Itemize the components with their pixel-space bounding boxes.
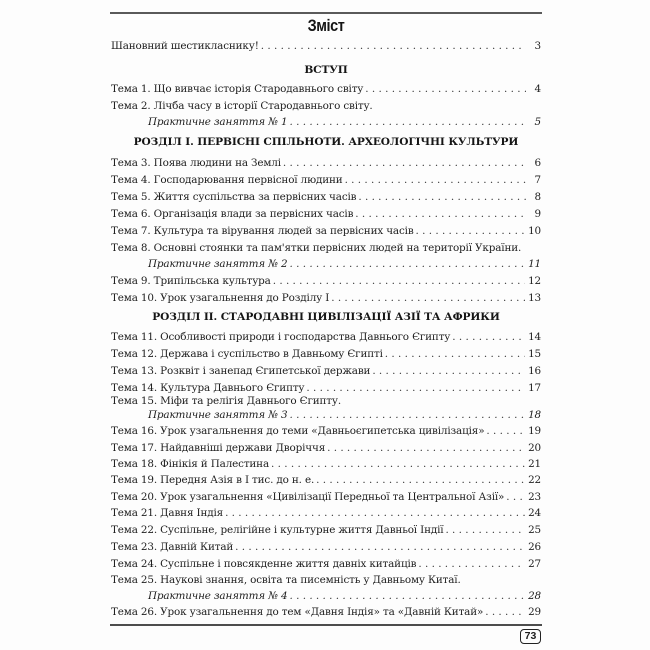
dot-leader — [331, 292, 525, 304]
dot-leader — [372, 365, 525, 377]
entry-label: Практичне заняття № 4 — [148, 590, 288, 602]
toc-entry[interactable] — [111, 491, 541, 506]
entry-label: Тема 25. Наукові знання, освіта та писемність у Давньому Китаї. — [111, 574, 461, 586]
entry-page-number: 23 — [528, 491, 541, 503]
toc-entry-practical[interactable] — [148, 116, 541, 131]
entry-page-number: 14 — [528, 331, 541, 343]
entry-label: Тема 9. Трипільська культура — [111, 275, 271, 287]
dot-leader — [306, 382, 525, 394]
bottom-rule — [110, 624, 542, 626]
entry-label: Тема 10. Урок узагальнення до Розділу І — [111, 292, 330, 304]
toc-entry[interactable] — [111, 208, 541, 223]
toc-entry[interactable] — [111, 348, 541, 363]
entry-label: Тема 17. Найдавніші держави Дворіччя — [111, 442, 326, 454]
entry-label: Тема 7. Культура та вірування людей за первісних часів — [111, 225, 414, 237]
entry-label: Тема 4. Господарювання первісної людини — [111, 174, 343, 186]
entry-page-number: 27 — [528, 558, 541, 570]
toc-entry[interactable] — [111, 242, 541, 257]
toc-entry[interactable] — [111, 100, 541, 115]
dot-leader — [261, 40, 526, 52]
entry-page-number: 26 — [528, 541, 541, 553]
entry-page-number: 5 — [534, 116, 541, 128]
entry-page-number: 18 — [528, 409, 541, 421]
toc-entry-intro[interactable] — [111, 40, 541, 55]
entry-label: Тема 20. Урок узагальнення «Цивілізації Передньої та Центральної Азії» — [111, 491, 505, 503]
entry-page-number: 12 — [528, 275, 541, 287]
dot-leader — [283, 157, 526, 169]
entry-page-number: 6 — [534, 157, 541, 169]
dot-leader — [452, 331, 525, 343]
dot-leader — [225, 507, 525, 519]
dot-leader — [327, 442, 525, 454]
toc-entry-practical[interactable] — [148, 590, 541, 605]
toc-entry[interactable] — [111, 606, 541, 621]
dot-leader — [290, 116, 527, 128]
entry-page-number: 10 — [528, 225, 541, 237]
entry-page-number: 8 — [534, 191, 541, 203]
dot-leader — [235, 541, 525, 553]
dot-leader — [316, 474, 525, 486]
entry-label: Тема 19. Передня Азія в І тис. до н. е. — [111, 474, 315, 486]
toc-entry-practical[interactable] — [148, 409, 541, 424]
entry-label: Тема 6. Організація влади за первісних часів — [111, 208, 354, 220]
entry-label: Практичне заняття № 2 — [148, 258, 288, 270]
entry-label: Тема 11. Особливості природи і господарства Давнього Єгипту — [111, 331, 451, 343]
toc-entry[interactable] — [111, 458, 541, 473]
dot-leader — [416, 225, 526, 237]
dot-leader — [365, 83, 526, 95]
entry-page-number: 20 — [528, 442, 541, 454]
entry-label: Тема 26. Урок узагальнення до тем «Давня Індія» та «Давній Китай» — [111, 606, 484, 618]
toc-entry[interactable] — [111, 83, 541, 98]
dot-leader — [271, 458, 525, 470]
dot-leader — [290, 409, 526, 421]
dot-leader — [445, 524, 525, 536]
entry-label: Тема 23. Давній Китай — [111, 541, 234, 553]
entry-label: Тема 12. Держава і суспільство в Давньому Єгипті — [111, 348, 383, 360]
toc-entry[interactable] — [111, 474, 541, 489]
toc-entry[interactable] — [111, 558, 541, 573]
toc-entry[interactable] — [111, 507, 541, 522]
dot-leader — [358, 191, 526, 203]
section-heading-part-1: РОЗДІЛ І. ПЕРВІСНІ СПІЛЬНОТИ. АРХЕОЛОГІЧНІ КУЛЬТУРИ — [133, 136, 519, 148]
dot-leader — [485, 606, 525, 618]
entry-page-number: 16 — [528, 365, 541, 377]
dot-leader — [345, 174, 526, 186]
entry-page-number: 28 — [528, 590, 541, 602]
entry-page-number: 9 — [534, 208, 541, 220]
entry-page-number: 19 — [528, 425, 541, 437]
page-title: Зміст — [307, 16, 345, 35]
entry-label: Тема 2. Лічба часу в історії Стародавнього світу. — [111, 100, 373, 112]
entry-label: Практичне заняття № 1 — [148, 116, 288, 128]
entry-page-number: 24 — [528, 507, 541, 519]
entry-label: Тема 15. Міфи та релігія Давнього Єгипту. — [111, 395, 341, 407]
toc-entry[interactable] — [111, 191, 541, 206]
toc-entry[interactable] — [111, 157, 541, 172]
entry-label: Тема 16. Урок узагальнення до теми «Давньоєгипетська цивілізація» — [111, 425, 485, 437]
entry-label: Тема 22. Суспільне, релігійне і культурне життя Давньої Індії — [111, 524, 444, 536]
toc-entry[interactable] — [111, 395, 541, 410]
toc-entry[interactable] — [111, 442, 541, 457]
toc-entry[interactable] — [111, 541, 541, 556]
toc-entry[interactable] — [111, 365, 541, 380]
entry-label: Тема 14. Культура Давнього Єгипту — [111, 382, 305, 394]
entry-page-number: 15 — [528, 348, 541, 360]
entry-page-number: 4 — [534, 83, 541, 95]
toc-entry[interactable] — [111, 425, 541, 440]
entry-page-number: 11 — [528, 258, 541, 270]
dot-leader — [506, 491, 525, 503]
toc-entry[interactable] — [111, 275, 541, 290]
dot-leader — [486, 425, 525, 437]
entry-label: Тема 3. Поява людини на Землі — [111, 157, 281, 169]
entry-page-number: 7 — [534, 174, 541, 186]
toc-entry[interactable] — [111, 574, 541, 589]
entry-label: Практичне заняття № 3 — [148, 409, 288, 421]
dot-leader — [273, 275, 525, 287]
entry-label: Тема 8. Основні стоянки та пам'ятки первісних людей на території України. — [111, 242, 522, 254]
toc-entry[interactable] — [111, 292, 541, 307]
entry-label: Тема 18. Фінікія й Палестина — [111, 458, 270, 470]
entry-page-number: 17 — [528, 382, 541, 394]
dot-leader — [290, 258, 526, 270]
entry-label: Тема 24. Суспільне і повсякденне життя давніх китайців — [111, 558, 417, 570]
entry-page-number: 25 — [528, 524, 541, 536]
entry-label: Тема 1. Що вивчає історія Стародавнього світу — [111, 83, 364, 95]
entry-label: Тема 13. Розквіт і занепад Єгипетської держави — [111, 365, 371, 377]
dot-leader — [290, 590, 526, 602]
top-rule — [110, 12, 542, 14]
toc-entry[interactable] — [111, 524, 541, 539]
entry-page-number: 3 — [534, 40, 541, 52]
toc-entry[interactable] — [111, 331, 541, 346]
dot-leader — [418, 558, 525, 570]
section-heading-intro: ВСТУП — [304, 64, 348, 76]
toc-entry-practical[interactable] — [148, 258, 541, 273]
dot-leader — [355, 208, 526, 220]
entry-label: Тема 21. Давня Індія — [111, 507, 224, 519]
entry-page-number: 21 — [528, 458, 541, 470]
entry-page-number: 13 — [528, 292, 541, 304]
page-number-badge: 73 — [520, 629, 541, 644]
entry-page-number: 29 — [528, 606, 541, 618]
entry-page-number: 22 — [528, 474, 541, 486]
entry-label: Шановний шестикласнику! — [111, 40, 259, 52]
toc-entry[interactable] — [111, 225, 541, 240]
entry-label: Тема 5. Життя суспільства за первісних часів — [111, 191, 357, 203]
toc-entry[interactable] — [111, 174, 541, 189]
section-heading-part-2: РОЗДІЛ ІІ. СТАРОДАВНІ ЦИВІЛІЗАЦІЇ АЗІЇ ТА АФРИКИ — [152, 311, 500, 323]
dot-leader — [385, 348, 525, 360]
